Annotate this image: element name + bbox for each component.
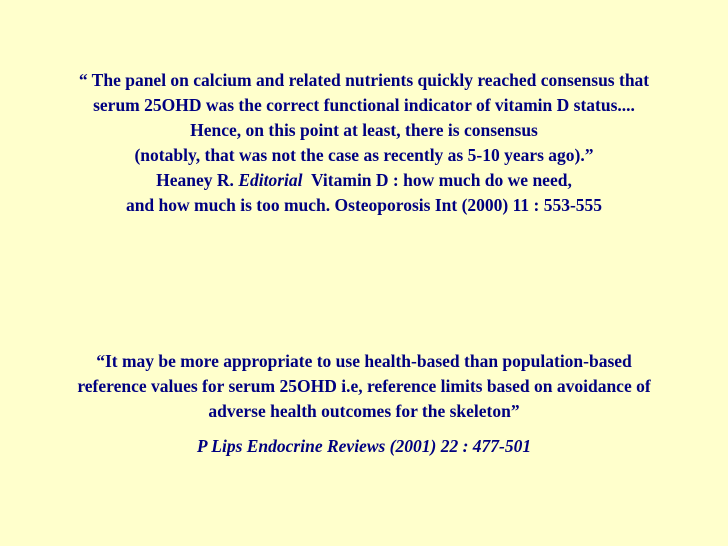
lips-citation: P Lips Endocrine Reviews (2001) 22 : 477-501 [196, 436, 532, 456]
quote-line: reference values for serum 25OHD i.e, reference limits based on avoidance of [77, 376, 651, 396]
citation-title: Vitamin D : how much do we need, [310, 170, 572, 190]
heaney-quote-block [0, 68, 728, 218]
quote-line: serum 25OHD was the correct functional indicator of vitamin D status.... [93, 95, 635, 115]
citation-line: and how much is too much. Osteoporosis Int (2000) 11 : 553-555 [125, 195, 603, 215]
quote-line: “It may be more appropriate to use health-based than population-based [96, 351, 632, 371]
quote-line: Hence, on this point at least, there is consensus [190, 120, 538, 140]
citation-label: Editorial [238, 170, 303, 190]
heaney-citation [0, 168, 728, 193]
lips-quote-block [0, 349, 728, 459]
quote-line: adverse health outcomes for the skeleton” [208, 401, 520, 421]
quote-line: (notably, that was not the case as recently as 5-10 years ago).” [134, 145, 594, 165]
citation-author: Heaney R. [156, 170, 234, 190]
quote-line: “ The panel on calcium and related nutrients quickly reached consensus that [78, 70, 650, 90]
